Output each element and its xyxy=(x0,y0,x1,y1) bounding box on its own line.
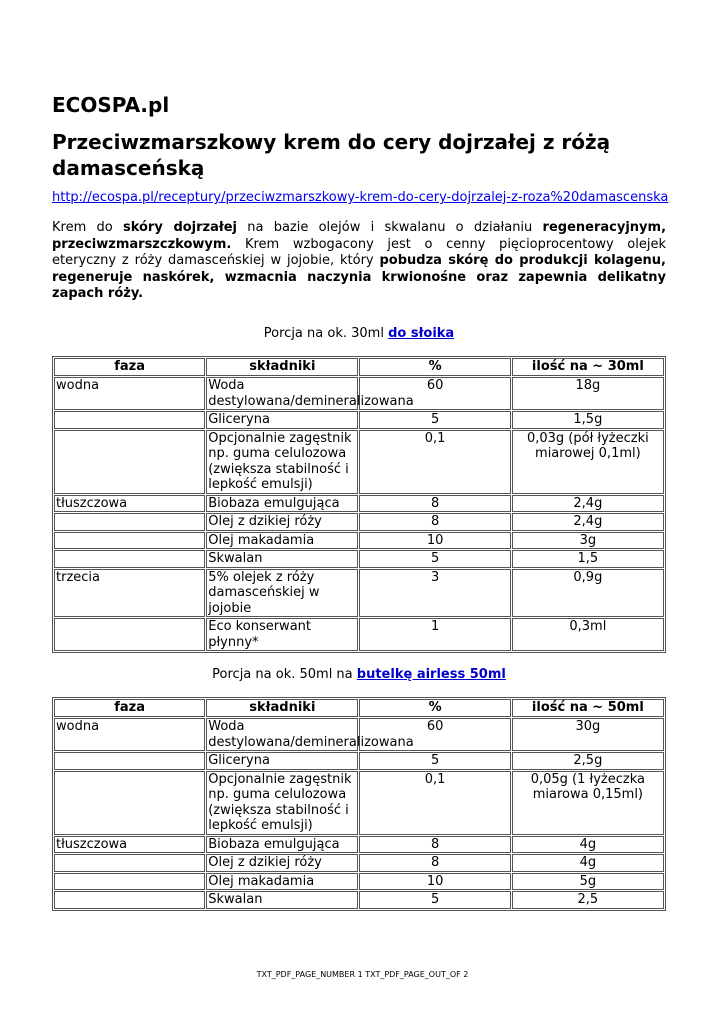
ingredient-cell: Olej makadamia xyxy=(206,873,358,891)
phase-cell xyxy=(54,873,205,891)
amount-cell: 5g xyxy=(512,873,664,891)
phase-cell xyxy=(54,618,205,651)
table-row xyxy=(54,771,664,835)
phase-cell xyxy=(54,513,205,531)
column-header: składniki xyxy=(206,358,358,376)
amount-cell: 2,4g xyxy=(512,513,664,531)
percent-cell: 60 xyxy=(359,377,510,410)
amount-cell: 2,5g xyxy=(512,752,664,770)
table-header-row xyxy=(54,358,664,376)
recipe-table-50ml xyxy=(52,697,666,911)
column-header: faza xyxy=(54,699,205,717)
table-header-row xyxy=(54,699,664,717)
percent-cell: 3 xyxy=(359,569,510,618)
phase-cell xyxy=(54,771,205,835)
table-row xyxy=(54,836,664,854)
percent-cell: 8 xyxy=(359,513,510,531)
percent-cell: 0,1 xyxy=(359,771,510,835)
amount-cell: 2,5 xyxy=(512,891,664,909)
table-row xyxy=(54,532,664,550)
percent-cell: 5 xyxy=(359,752,510,770)
percent-cell: 8 xyxy=(359,836,510,854)
percent-cell: 8 xyxy=(359,495,510,513)
phase-cell xyxy=(54,854,205,872)
ingredient-cell: Opcjonalnie zagęstnik np. guma celulozowa (zwiększa stabilność i lepkość emulsji) xyxy=(206,430,358,494)
column-header: ilość na ~ 50ml xyxy=(512,699,664,717)
portion-30ml-caption: Porcja na ok. 30ml do słoika xyxy=(263,326,455,341)
phase-cell xyxy=(54,550,205,568)
amount-cell: 0,9g xyxy=(512,569,664,618)
phase-cell xyxy=(54,430,205,494)
percent-cell: 5 xyxy=(359,891,510,909)
source-url-link[interactable]: http://ecospa.pl/receptury/przeciwzmarszkowy-krem-do-cery-dojrzalej-z-roza%20damascenska xyxy=(52,190,669,205)
table-row xyxy=(54,618,664,651)
amount-cell: 0,3ml xyxy=(512,618,664,651)
table-row xyxy=(54,411,664,429)
ingredient-cell: Woda destylowana/demineralizowana xyxy=(208,719,414,750)
column-header: ilość na ~ 30ml xyxy=(512,358,664,376)
table-row xyxy=(54,718,664,751)
ingredient-cell: Opcjonalnie zagęstnik np. guma celulozowa (zwiększa stabilność i lepkość emulsji) xyxy=(206,771,358,835)
ingredient-cell: Eco konserwant płynny* xyxy=(206,618,358,651)
ingredient-cell: Olej z dzikiej róży xyxy=(206,854,358,872)
percent-cell: 8 xyxy=(359,854,510,872)
page-title: Przeciwzmarszkowy krem do cery dojrzałej z różą damasceńską xyxy=(52,130,611,180)
site-title: ECOSPA.pl xyxy=(52,93,170,117)
phase-cell: trzecia xyxy=(54,569,205,618)
amount-cell: 1,5 xyxy=(512,550,664,568)
column-header: % xyxy=(359,358,510,376)
column-header: składniki xyxy=(206,699,358,717)
amount-cell: 0,05g (1 łyżeczka miarowa 0,15ml) xyxy=(512,771,664,835)
phase-cell: tłuszczowa xyxy=(54,836,205,854)
amount-cell: 30g xyxy=(512,718,664,751)
percent-cell: 5 xyxy=(359,550,510,568)
ingredient-cell: Woda destylowana/demineralizowana xyxy=(208,378,414,409)
table-row xyxy=(54,377,664,410)
jar-link[interactable]: do słoika xyxy=(388,326,455,341)
column-header: % xyxy=(359,699,510,717)
column-header: faza xyxy=(54,358,205,376)
phase-cell: wodna xyxy=(54,718,205,751)
table-row xyxy=(54,873,664,891)
ingredient-cell: Skwalan xyxy=(206,550,358,568)
amount-cell: 4g xyxy=(512,836,664,854)
table-row xyxy=(54,891,664,909)
ingredient-cell: Skwalan xyxy=(206,891,358,909)
airless-bottle-link[interactable]: butelkę airless 50ml xyxy=(356,667,506,682)
portion-50ml-caption: Porcja na ok. 50ml na butelkę airless 50ml xyxy=(212,667,506,682)
phase-cell xyxy=(54,411,205,429)
amount-cell: 18g xyxy=(512,377,664,410)
phase-cell xyxy=(54,752,205,770)
ingredient-cell: Gliceryna xyxy=(206,752,358,770)
ingredient-cell: Biobaza emulgująca xyxy=(206,836,358,854)
table-row xyxy=(54,430,664,494)
table-row xyxy=(54,513,664,531)
amount-cell: 3g xyxy=(512,532,664,550)
amount-cell: 4g xyxy=(512,854,664,872)
amount-cell: 0,03g (pół łyżeczki miarowej 0,1ml) xyxy=(512,430,664,494)
percent-cell: 60 xyxy=(359,718,510,751)
table-row xyxy=(54,550,664,568)
intro-paragraph: Krem do skóry dojrzałej na bazie olejów i skwalanu o działaniu regeneracyjnym, przeciwzmarszczkowym. Krem wzbogacony jest o cenny pięcioprocentowy olejek eteryczny z róży damasceńskiej w jojobie, który pobudza skórę do produkcji kolagenu, regeneruje naskórek, wzmacnia naczynia krwionośne oraz zapewnia delikatny zapach róży. xyxy=(52,220,667,301)
percent-cell: 10 xyxy=(359,873,510,891)
amount-cell: 1,5g xyxy=(512,411,664,429)
phase-cell xyxy=(54,532,205,550)
phase-cell: wodna xyxy=(54,377,205,410)
percent-cell: 10 xyxy=(359,532,510,550)
ingredient-cell: Gliceryna xyxy=(206,411,358,429)
recipe-table-30ml xyxy=(52,356,666,653)
percent-cell: 1 xyxy=(359,618,510,651)
page-footer: TXT_PDF_PAGE_NUMBER 1 TXT_PDF_PAGE_OUT_OF 2 xyxy=(256,970,469,979)
percent-cell: 0,1 xyxy=(359,430,510,494)
phase-cell xyxy=(54,891,205,909)
amount-cell: 2,4g xyxy=(512,495,664,513)
table-row xyxy=(54,495,664,513)
percent-cell: 5 xyxy=(359,411,510,429)
table-row xyxy=(54,569,664,618)
ingredient-cell: Biobaza emulgująca xyxy=(206,495,358,513)
phase-cell: tłuszczowa xyxy=(54,495,205,513)
table-row xyxy=(54,854,664,872)
ingredient-cell: Olej z dzikiej róży xyxy=(206,513,358,531)
ingredient-cell: Olej makadamia xyxy=(206,532,358,550)
ingredient-cell: 5% olejek z róży damasceńskiej w jojobie xyxy=(206,569,358,618)
table-row xyxy=(54,752,664,770)
